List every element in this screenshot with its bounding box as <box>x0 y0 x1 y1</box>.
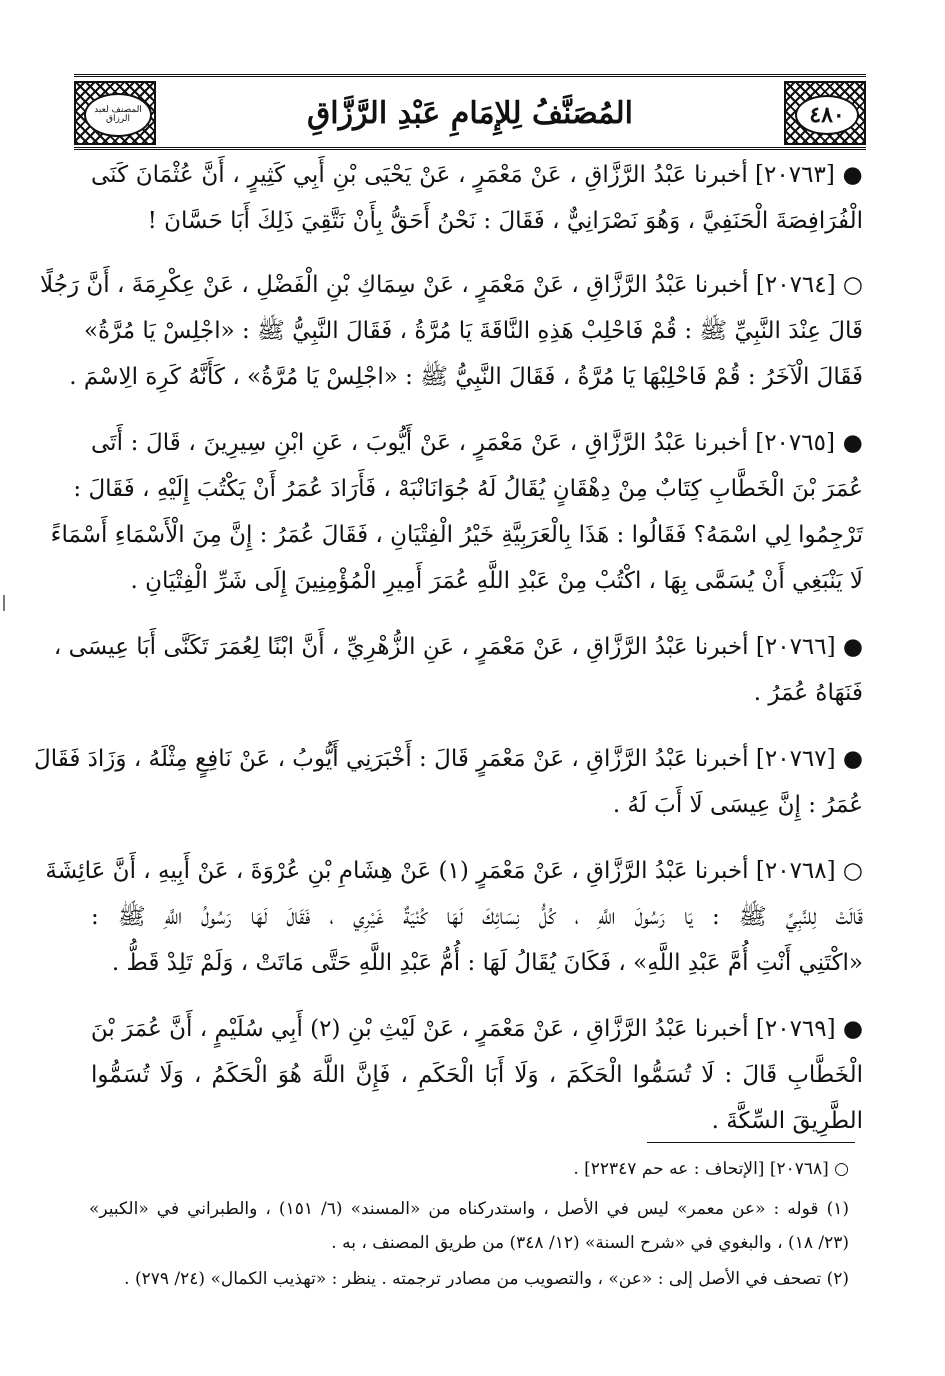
text-line: فَنَهَاهُ عُمَرُ . <box>753 680 863 706</box>
text-line: ● [٢٠٧٦٩] أخبرنا عَبْدُ الرَّزَّاقِ ، عَنْ مَعْمَرٍ ، عَنْ لَيْثِ بْنِ (٢) أَبِي سُلَيْمٍ ، أَنَّ عُمَرَ بْنَ <box>90 1016 863 1042</box>
book-logo-seal-text: المصنف لعبد الرزاق <box>94 105 142 124</box>
footnote: ○ [٢٠٧٦٨] [الإتحاف : عه حم ٢٢٣٤٧] . <box>573 1159 849 1179</box>
text-line: ● [٢٠٧٦٦] أخبرنا عَبْدُ الرَّزَّاقِ ، عَنْ مَعْمَرٍ ، عَنِ الزُّهْرِيِّ ، أَنَّ ابْنًا لِعُمَرَ تَكَنَّى أَبَا عِيسَى ، <box>53 634 863 660</box>
footnote: (٢) تصحف في الأصل إلى : «عن» ، والتصويب من مصادر ترجمته . ينظر : «تهذيب الكمال» (٢٤/ ٢٧٩) . <box>124 1269 849 1289</box>
text-line: الطَّرِيقَ السِّكَّةَ . <box>711 1108 863 1134</box>
text-line: لَا يَنْبَغِي أَنْ يُسَمَّى بِهَا ، اكْتُبْ مِنْ عَبْدِ اللَّهِ عُمَرَ أَمِيرِ الْمُؤْمِنِينَ إِلَى شَرِّ الْفِتْيَانِ . <box>130 568 863 594</box>
text-line: قَالَ عِنْدَ النَّبِيِّ ﷺ : قُمْ فَاحْلِبْ هَذِهِ النَّاقَةَ يَا مُرَّةُ ، فَقَالَ النَّبِيُّ ﷺ : «اجْلِسْ يَا مُرَّةُ» <box>83 318 863 344</box>
text-line: ● [٢٠٧٦٣] أخبرنا عَبْدُ الرَّزَّاقِ ، عَنْ مَعْمَرٍ ، عَنْ يَحْيَى بْنِ أَبِي كَثِيرٍ ، أَنَّ عُثْمَانَ كَنَى <box>91 162 863 188</box>
text-line: ● [٢٠٧٦٧] أخبرنا عَبْدُ الرَّزَّاقِ ، عَنْ مَعْمَرٍ قَالَ : أَخْبَرَنِي أَيُّوبُ ، عَنْ نَافِعٍ مِثْلَهُ ، وَزَادَ فَقَالَ <box>34 746 863 772</box>
book-logo-seal <box>84 93 152 137</box>
logo-ornament <box>74 81 156 145</box>
text-line: فَقَالَ الْآخَرُ : قُمْ فَاحْلِبْهَا يَا مُرَّةُ ، فَقَالَ النَّبِيُّ ﷺ : «اجْلِسْ يَا مُرَّةُ» ، كَأَنَّهُ كَرِهَ الِاسْمَ . <box>69 364 863 390</box>
text-line: قَالَتْ لِلنَّبِيِّ ﷺ : يَا رَسُولَ اللَّهِ ، كُلُّ نِسَائِكَ لَهَا كُنْيَةٌ غَيْرِي ، فَقَالَ لَهَا رَسُولُ اللَّهِ ﷺ : <box>91 904 863 930</box>
page-header <box>74 74 866 150</box>
text-line: ● [٢٠٧٦٥] أخبرنا عَبْدُ الرَّزَّاقِ ، عَنْ مَعْمَرٍ ، عَنْ أَيُّوبَ ، عَنِ ابْنِ سِيرِينَ ، قَالَ : أَتَى <box>91 430 864 456</box>
text-line: ○ [٢٠٧٦٤] أخبرنا عَبْدُ الرَّزَّاقِ ، عَنْ مَعْمَرٍ ، عَنْ سِمَاكِ بْنِ الْفَضْلِ ، عَنْ عِكْرِمَةَ ، أَنَّ رَجُلًا <box>40 272 863 298</box>
running-title: المُصَنَّفُ لِلإِمَامِ عَبْدِ الرَّزَّاقِ <box>307 95 633 131</box>
text-line: «اكْتَنِي أَنْتِ أُمَّ عَبْدِ اللَّهِ» ، فَكَانَ يُقَالُ لَهَا : أُمُّ عَبْدِ اللَّهِ حَتَّى مَاتَتْ ، وَلَمْ تَلِدْ قَطُّ . <box>111 950 863 976</box>
text-line: الْخَطَّابِ قَالَ : لَا تُسَمُّوا الْحَكَمَ ، وَلَا أَبَا الْحَكَمِ ، فَإِنَّ اللَّهَ هُوَ الْحَكَمُ ، وَلَا تُسَمُّوا <box>91 1062 863 1088</box>
margin-mark <box>3 595 5 611</box>
text-line: عُمَرُ : إِنَّ عِيسَى لَا أَبَ لَهُ . <box>612 792 863 818</box>
footnote-separator <box>647 1142 855 1143</box>
text-line: ○ [٢٠٧٦٨] أخبرنا عَبْدُ الرَّزَّاقِ ، عَنْ مَعْمَرٍ (١) عَنْ هِشَامِ بْنِ عُرْوَةَ ، عَنْ أَبِيهِ ، أَنَّ عَائِشَةَ <box>45 858 863 884</box>
text-line: عُمَرَ بْنَ الْخَطَّابِ كِتَابٌ مِنْ دِهْقَانٍ يُقَالُ لَهُ جُوَانَانْبَهْ ، فَأَرَادَ عُمَرُ أَنْ يَكْتُبَ إِلَيْهِ ، فَقَالَ : <box>73 476 863 502</box>
footnote: (٢٣/ ١٨) ، والبغوي في «شرح السنة» (١٢/ ٣٤٨) من طريق المصنف ، به . <box>331 1233 849 1253</box>
footnote: (١) قوله : «عن معمر» ليس في الأصل ، واستدركناه من «المسند» (٦/ ١٥١) ، والطبراني في «الكبير» <box>89 1199 849 1219</box>
text-line: تَرْجِمُوا لِي اسْمَهُ؟ فَقَالُوا : هَذَا بِالْعَرَبِيَّةِ خَيْرُ الْفِتْيَانِ ، فَقَالَ عُمَرُ : إِنَّ مِنَ الْأَسْمَاءِ أَسْمَاءً <box>50 522 863 548</box>
page-number-ornament <box>784 81 866 145</box>
text-line: الْفُرَافِصَةَ الْحَنَفِيَّ ، وَهُوَ نَصْرَانِيٌّ ، فَقَالَ : نَحْنُ أَحَقُّ بِأَنْ نَتَّقِيَ ذَلِكَ أَبَا حَسَّانَ ! <box>147 208 863 234</box>
page-number: ٤٨٠ <box>795 95 859 135</box>
